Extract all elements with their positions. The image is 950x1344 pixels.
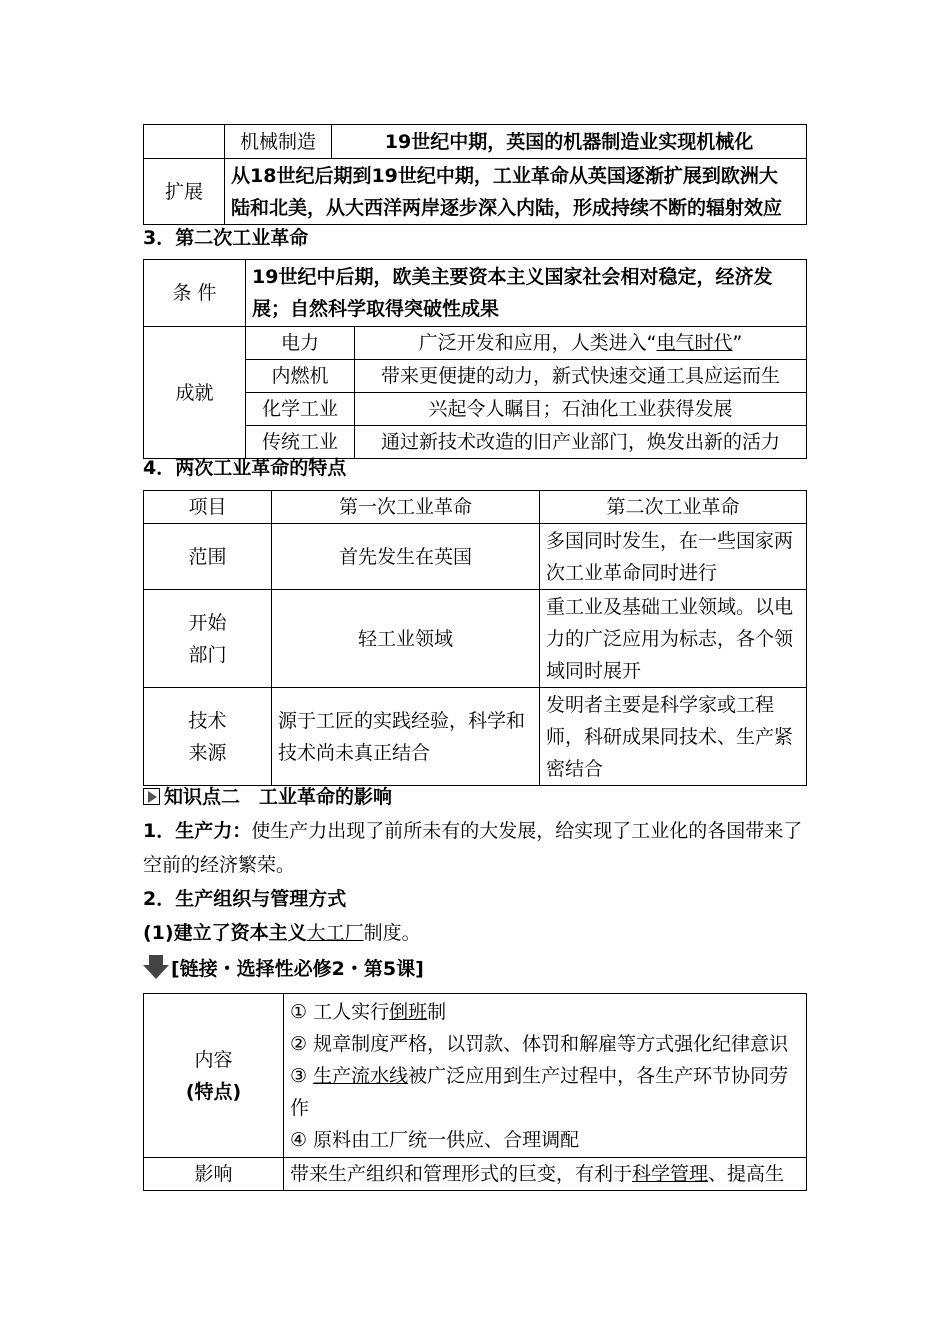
item-text: 广泛开发和应用，人类进入“电气时代”: [355, 327, 807, 360]
section-heading: 4．两次工业革命的特点: [143, 457, 347, 479]
item-label: 电力: [246, 327, 355, 360]
row-label: 机械制造: [225, 125, 332, 159]
header-cell: 项目: [144, 491, 272, 524]
item-label: 内燃机: [246, 360, 355, 393]
paragraph-factory: (1)建立了资本主义大工厂制度。: [143, 922, 421, 944]
condition-label: 条 件: [144, 260, 246, 327]
first-cell: 源于工匠的实践经验，科学和 技术尚未真正结合: [272, 688, 540, 786]
first-industrial-revolution-table: [143, 124, 807, 225]
achievement-label: 成就: [144, 327, 246, 459]
second-industrial-revolution-table: [143, 259, 807, 459]
link-note: [链接・选择性必修2・第5课]: [143, 953, 813, 986]
item-text: 通过新技术改造的旧产业部门，焕发出新的活力: [355, 426, 807, 459]
impact-text: 带来生产组织和管理形式的巨变，有利于科学管理、提高生: [284, 1158, 807, 1191]
row-label: 扩展: [144, 159, 225, 225]
first-cell: 首先发生在英国: [272, 524, 540, 590]
factory-system-table: [143, 993, 807, 1191]
item-text: 带来更便捷的动力，新式快速交通工具应运而生: [355, 360, 807, 393]
header-cell: 第一次工业革命: [272, 491, 540, 524]
first-cell: 轻工业领域: [272, 590, 540, 688]
paragraph-productivity-cont: 空前的经济繁荣。: [143, 854, 296, 876]
item-label: 化学工业: [246, 393, 355, 426]
section-heading: 2．生产组织与管理方式: [143, 888, 347, 910]
impact-label: 影响: [144, 1158, 284, 1191]
second-cell: 发明者主要是科学家或工程 师，科研成果同技术、生产紧 密结合: [540, 688, 807, 786]
second-cell: 重工业及基础工业领域。以电 力的广泛应用为标志，各个领 域同时展开: [540, 590, 807, 688]
header-cell: 第二次工业革命: [540, 491, 807, 524]
condition-text: 19世纪中后期，欧美主要资本主义国家社会相对稳定，经济发 展；自然科学取得突破性成果: [246, 260, 807, 327]
play-triangle-icon: [143, 788, 160, 805]
down-arrow-icon: [143, 954, 169, 980]
row-label: 开始 部门: [144, 590, 272, 688]
row-text: 从18世纪后期到19世纪中期，工业革命从英国逐渐扩展到欧洲大 陆和北美，从大西洋两岸逐步深入内陆，形成持续不断的辐射效应: [225, 159, 807, 225]
item-label: 传统工业: [246, 426, 355, 459]
content-items: ① 工人实行倒班制 ② 规章制度严格，以罚款、体罚和解雇等方式强化纪律意识 ③ 生产流水线被广泛应用到生产过程中，各生产环节协同劳 作 ④ 原料由工厂统一供应、合理调配: [284, 994, 807, 1158]
section-heading: 3．第二次工业革命: [143, 227, 309, 249]
comparison-table: [143, 490, 807, 786]
item-text: 兴起令人瞩目；石油化工业获得发展: [355, 393, 807, 426]
row-label: 范围: [144, 524, 272, 590]
row-text: 19世纪中期，英国的机器制造业实现机械化: [332, 125, 807, 159]
second-cell: 多国同时发生，在一些国家两 次工业革命同时进行: [540, 524, 807, 590]
knowledge-point-title: 知识点二 工业革命的影响: [143, 781, 813, 814]
row-label: 技术 来源: [144, 688, 272, 786]
content-label: 内容 (特点): [144, 994, 284, 1158]
empty-cell: [144, 125, 225, 159]
paragraph-productivity: 1．生产力：使生产力出现了前所未有的大发展，给实现了工业化的各国带来了: [143, 820, 803, 842]
